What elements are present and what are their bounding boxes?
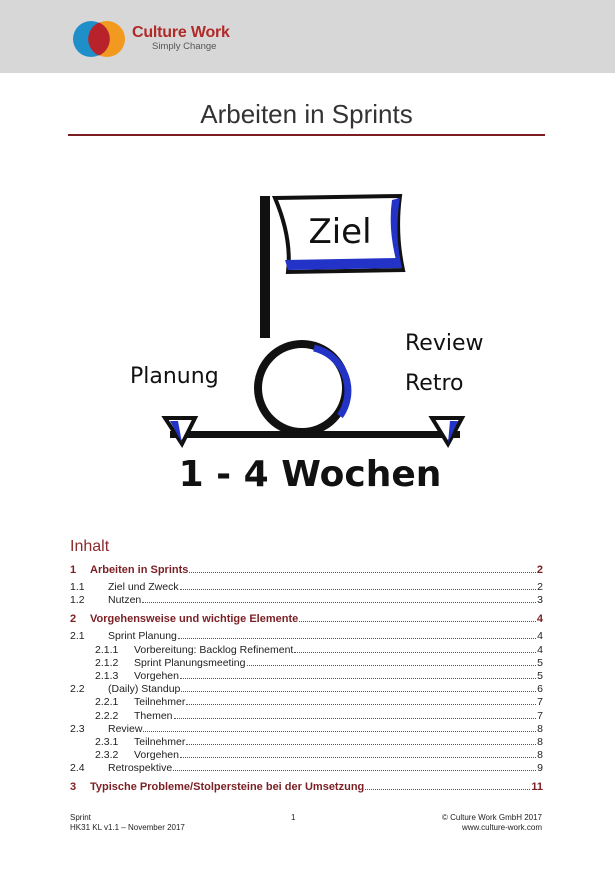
footer-copyright: © Culture Work GmbH 2017 [441,813,542,822]
footer-doc-name: Sprint [70,813,91,822]
toc-entry-page: 4 [537,630,543,643]
toc-entry-label: Vorgehen [134,669,179,682]
planung-label: Planung [130,364,219,389]
toc-entry[interactable] [70,736,543,749]
toc-entry-label: Themen [134,709,173,722]
flag-blue-stroke [285,258,402,270]
brand-name: Culture Work [132,24,230,41]
toc-entry-label: Vorgehen [134,749,179,762]
toc-entry[interactable] [70,670,543,683]
toc-entry-page: 3 [537,594,543,607]
page-header [0,0,615,73]
toc-entry-number: 2.1 [70,630,85,643]
toc-entry-page: 4 [537,643,543,656]
toc-leader-dots [181,683,536,692]
toc-entry[interactable] [70,613,543,630]
toc-entry[interactable] [70,749,543,762]
toc-entry-label: (Daily) Standup [108,683,181,696]
toc-leader-dots [189,564,535,573]
toc-entry[interactable] [70,644,543,657]
toc-entry[interactable] [70,762,543,775]
toc-leader-dots [180,581,537,590]
footer-version: HK31 KL v1.1 – November 2017 [70,823,185,832]
toc-entry-page: 4 [536,613,543,626]
toc-entry[interactable] [70,630,543,643]
toc-entry-page: 5 [537,656,543,669]
toc-entry-label: Ziel und Zweck [108,581,179,593]
toc-entry-number: 2.2.1 [95,696,119,709]
toc-entry-page: 2 [537,581,543,593]
toc-entry-label: Vorgehensweise und wichtige Elemente [90,613,299,626]
toc-leader-dots [180,670,536,679]
toc-entry-label: Sprint Planungsmeeting [134,656,246,669]
toc-entry-label: Nutzen [108,594,142,607]
toc-entry-page: 7 [537,709,543,722]
toc-entry[interactable] [70,657,543,670]
title-underline [68,134,545,136]
toc-leader-dots [173,762,536,771]
toc-entry-label: Teilnehmer [134,735,186,748]
toc-entry[interactable] [70,581,543,594]
toc-entry-label: Teilnehmer [134,696,186,709]
document-title: Arbeiten in Sprints [200,99,413,129]
toc-entry-number: 1.2 [70,594,85,607]
toc-entry-label: Arbeiten in Sprints [90,564,189,576]
sprint-illustration [70,188,545,508]
timeline [170,431,460,438]
brand-tagline: Simply Change [152,41,217,52]
toc-leader-dots [180,749,536,758]
toc-entry-page: 5 [537,669,543,682]
toc-entry-page: 6 [537,683,543,696]
review-label: Review [405,331,484,356]
toc-leader-dots [294,644,536,653]
toc-entry[interactable] [70,781,543,798]
footer-right [442,813,542,833]
duration-label: 1 - 4 Wochen [178,454,442,495]
toc-entry-label: Typische Probleme/Stolpersteine bei der Umsetzung [90,781,365,794]
toc-entry[interactable] [70,696,543,709]
footer-page-number: 1 [291,813,296,822]
flag-text: Ziel [308,212,372,252]
toc-entry-page: 2 [536,564,543,576]
toc-entry-page: 7 [537,696,543,709]
toc-entry-label: Review [108,722,143,735]
toc-entry-number: 3 [70,781,77,794]
table-of-contents [70,564,543,798]
toc-entry-number: 2.2.2 [95,709,119,722]
toc-entry-label: Retrospektive [108,762,173,775]
toc-entry-number: 2.3.2 [95,749,119,762]
footer-left [70,813,185,833]
toc-entry-number: 1 [70,564,77,576]
retro-label: Retro [405,371,464,396]
logo-text [132,24,230,52]
toc-entry-page: 9 [537,762,543,775]
footer-website: www.culture-work.com [461,823,542,832]
toc-leader-dots [178,630,536,639]
toc-entry-number: 1.1 [70,581,85,593]
toc-entry[interactable] [70,594,543,607]
toc-entry-number: 2.1.1 [95,643,119,656]
toc-entry-page: 8 [537,749,543,762]
toc-entry-number: 2.4 [70,762,85,775]
toc-leader-dots [174,710,537,719]
toc-entry-number: 2.2 [70,683,85,696]
toc-entry[interactable] [70,683,543,696]
toc-entry-number: 2.3.1 [95,735,119,748]
toc-entry-number: 2 [70,613,77,626]
toc-leader-dots [247,657,537,666]
toc-entry-page: 8 [537,735,543,748]
toc-leader-dots [299,613,536,622]
toc-heading: Inhalt [70,538,110,555]
toc-leader-dots [142,594,536,603]
start-marker [165,418,195,444]
toc-entry[interactable] [70,710,543,723]
toc-leader-dots [143,723,536,732]
toc-leader-dots [186,736,536,745]
toc-entry-label: Vorbereitung: Backlog Refinement [134,643,294,656]
toc-entry[interactable] [70,723,543,736]
toc-entry-page: 8 [537,722,543,735]
toc-entry[interactable] [70,564,543,581]
toc-entry-label: Sprint Planung [108,630,177,643]
flag-pole [260,196,270,338]
toc-entry-number: 2.3 [70,722,85,735]
toc-entry-number: 2.1.3 [95,669,119,682]
toc-entry-page: 11 [531,781,543,794]
toc-leader-dots [186,696,536,705]
toc-entry-number: 2.1.2 [95,656,119,669]
toc-leader-dots [365,781,530,790]
